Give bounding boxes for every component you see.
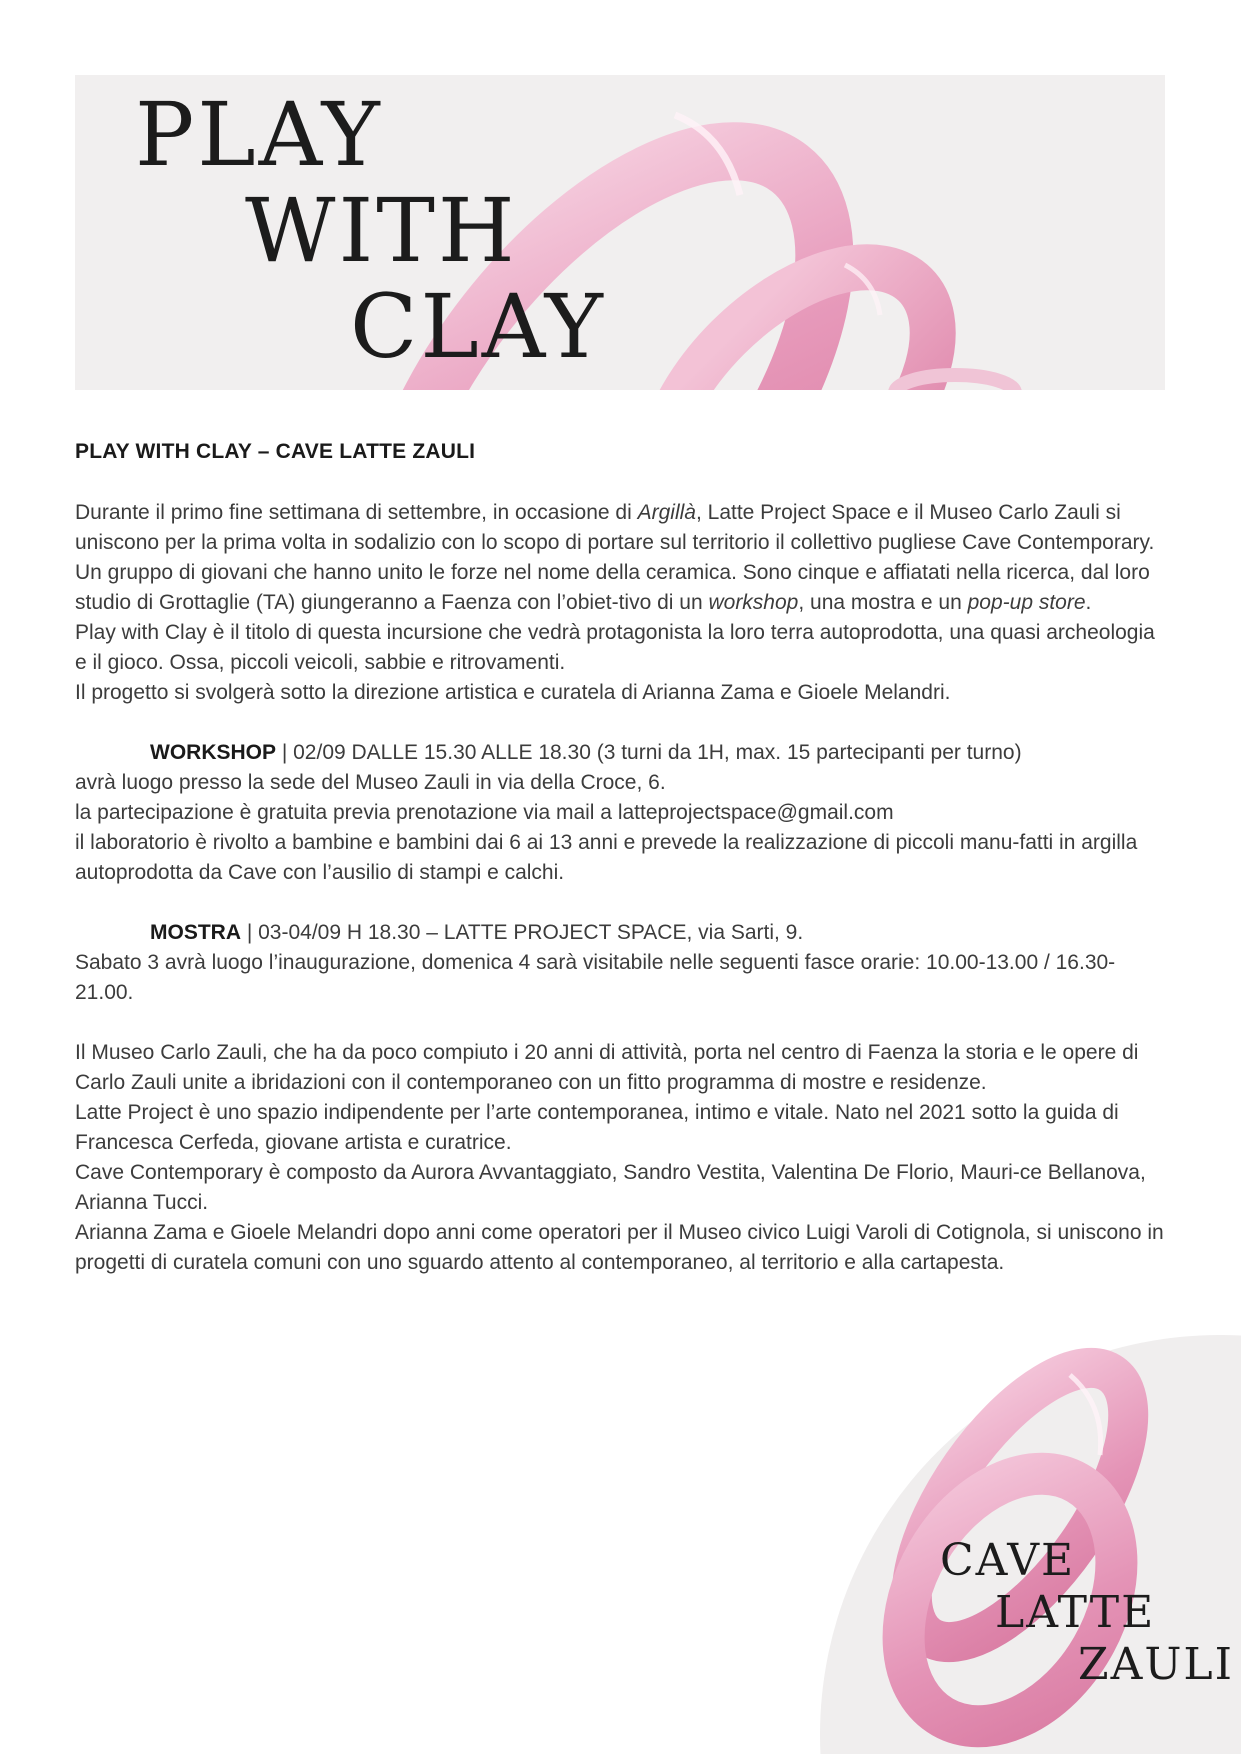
about-curators: Arianna Zama e Gioele Melandri dopo anni come operatori per il Museo civico Luigi Varoli di Cotignola, si uniscono in progetti di curatela comuni con uno sguardo attento al contemporaneo, al territorio e alla cartapesta.: [75, 1221, 1164, 1274]
logo-line: LATTE: [995, 1587, 1156, 1638]
intro-text: Durante il primo fine settimana di settembre, in occasione di: [75, 501, 638, 524]
mostra-label: MOSTRA: [150, 921, 241, 944]
hero-title: [135, 83, 606, 378]
logo-line: CAVE: [940, 1535, 1076, 1586]
intro-paragraph-3: Il progetto si svolgerà sotto la direzione artistica e curatela di Arianna Zama e Gioele Melandri.: [75, 681, 951, 704]
workshop-emphasis: workshop: [708, 591, 799, 614]
about-cave: Cave Contemporary è composto da Aurora Avvantaggiato, Sandro Vestita, Valentina De Florio, Mauri-ce Bellanova, Arianna Tucci.: [75, 1161, 1146, 1214]
intro-paragraph: [75, 498, 1170, 618]
intro-text: .: [1085, 591, 1092, 614]
logo-line: ZAULI: [1078, 1639, 1235, 1690]
article-title: PLAY WITH CLAY – CAVE LATTE ZAULI: [75, 440, 476, 463]
workshop-section: [75, 738, 1170, 768]
popup-store-emphasis: pop-up store: [967, 591, 1086, 614]
hero-title-line: WITH: [245, 179, 518, 282]
article-body: [75, 440, 1170, 1278]
workshop-date: | 02/09 DALLE 15.30 ALLE 18.30 (3 turni da 1H, max. 15 partecipanti per turno): [276, 741, 1022, 764]
intro-text: , Latte Project Space e il Museo Carlo Zauli si uniscono per la prima volta in sodalizio con lo scopo di portare sul territorio il collettivo pugliese Cave Contemporary. Un gruppo di giovani che hanno unito le forze nel nome della ceramica. Sono cinque e affiatati nella ricerca, dal loro studio di Grottaglie (TA) giungeranno a Faenza con l’obiet-tivo di un: [75, 501, 1155, 614]
workshop-booking: la partecipazione è gratuita previa prenotazione via mail a latteprojectspace@gmail.com: [75, 801, 894, 824]
hero-title-line: PLAY: [135, 83, 383, 186]
workshop-description: il laboratorio è rivolto a bambine e bambini dai 6 ai 13 anni e prevede la realizzazione di piccoli manu-fatti in argilla autoprodotta da Cave con l’ausilio di stampi e calchi.: [75, 831, 1138, 884]
argilla-emphasis: Argillà: [637, 501, 696, 524]
mostra-hours: Sabato 3 avrà luogo l’inaugurazione, domenica 4 sarà visitabile nelle seguenti fasce orarie: 10.00-13.00 / 16.30-21.00.: [75, 951, 1116, 1004]
corner-logo-block: [820, 1335, 1241, 1754]
intro-text: , una mostra e un: [798, 591, 968, 614]
workshop-location: avrà luogo presso la sede del Museo Zauli in via della Croce, 6.: [75, 771, 666, 794]
hero-title-line: CLAY: [350, 275, 606, 378]
cave-latte-zauli-logo: [940, 1535, 1234, 1691]
intro-paragraph-2: Play with Clay è il titolo di questa incursione che vedrà protagonista la loro terra autoprodotta, una quasi archeologia e il gioco. Ossa, piccoli veicoli, sabbie e ritrovamenti.: [75, 621, 1155, 674]
mostra-section: [75, 918, 1170, 948]
about-museo: Il Museo Carlo Zauli, che ha da poco compiuto i 20 anni di attività, porta nel centro di Faenza la storia e le opere di Carlo Zauli unite a ibridazioni con il contemporaneo con un fitto programma di mostre e residenze.: [75, 1041, 1139, 1094]
about-latte: Latte Project è uno spazio indipendente per l’arte contemporanea, intimo e vitale. Nato nel 2021 sotto la guida di Francesca Cerfeda, giovane artista e curatrice.: [75, 1101, 1119, 1154]
hero-banner: [75, 75, 1165, 390]
workshop-label: WORKSHOP: [150, 741, 276, 764]
mostra-date: | 03-04/09 H 18.30 – LATTE PROJECT SPACE, via Sarti, 9.: [241, 921, 804, 944]
